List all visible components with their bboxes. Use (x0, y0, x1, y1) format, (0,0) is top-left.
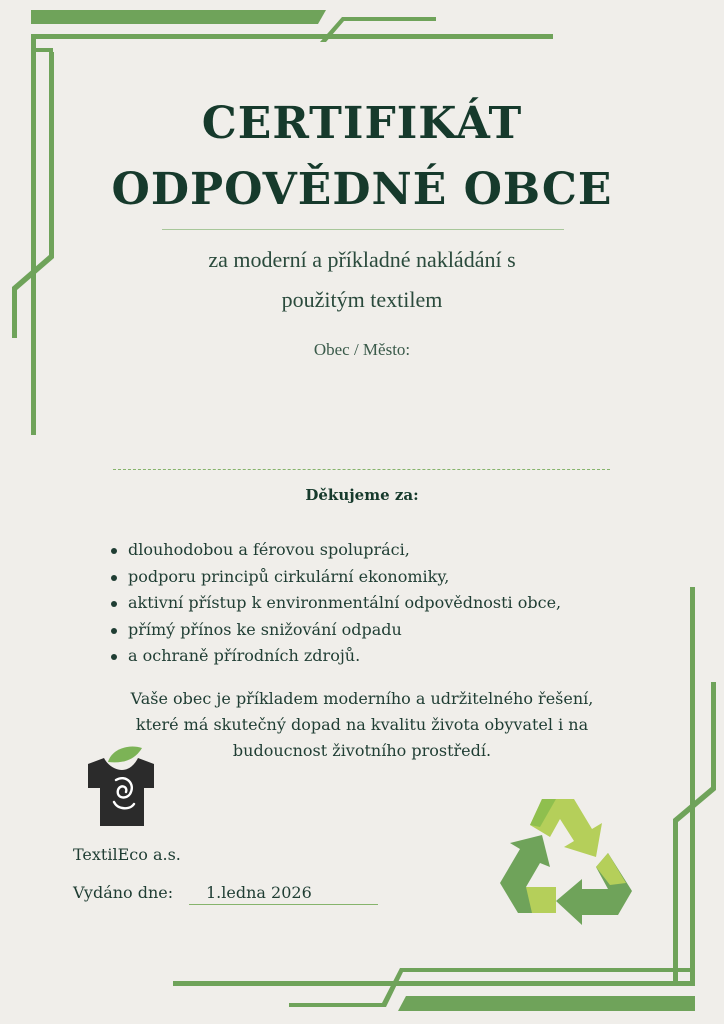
frame-top-line (31, 34, 553, 39)
list-item: dlouhodobou a férovou spolupráci, (108, 537, 561, 564)
frame-bottom-bar (398, 996, 695, 1011)
frame-right-vertical (690, 587, 695, 981)
frame-left-stub (31, 39, 36, 53)
frame-left-inner-top (36, 48, 53, 52)
company-name: TextilEco a.s. (73, 845, 181, 864)
thanks-list (108, 537, 561, 670)
certificate-title-line2: ODPOVĚDNÉ OBCE (111, 164, 613, 215)
closing-line3: budoucnost životního prostředí. (232, 741, 492, 760)
title-divider (162, 229, 564, 230)
certificate-title-line1: CERTIFIKÁT (201, 98, 523, 149)
subtitle-line1: za moderní a příkladné nakládání s (208, 247, 516, 272)
certificate-subtitle (0, 240, 724, 320)
subtitle-line2: použitým textilem (281, 287, 443, 312)
closing-line2: které má skutečný dopad na kvalitu života obyvatel i na (135, 715, 589, 734)
list-item: a ochraně přírodních zdrojů. (108, 643, 561, 670)
textileco-logo-icon (86, 744, 160, 828)
frame-top-bar (31, 10, 326, 24)
recycle-icon (496, 797, 636, 927)
frame-bottom-line (173, 981, 695, 986)
list-item: aktivní přístup k environmentální odpovědnosti obce, (108, 590, 561, 617)
list-item: přímý přínos ke snižování odpadu (108, 617, 561, 644)
closing-line1: Vaše obec je příkladem moderního a udržitelného řešení, (130, 689, 594, 708)
municipality-dashed-line (113, 469, 610, 470)
municipality-label: Obec / Město: (313, 340, 411, 359)
issued-date-label: Vydáno dne: (73, 883, 174, 902)
issued-date-value: 1.ledna 2026 (189, 883, 378, 905)
list-item: podporu principů cirkulární ekonomiky, (108, 564, 561, 591)
thanks-heading: Děkujeme za: (305, 486, 419, 504)
